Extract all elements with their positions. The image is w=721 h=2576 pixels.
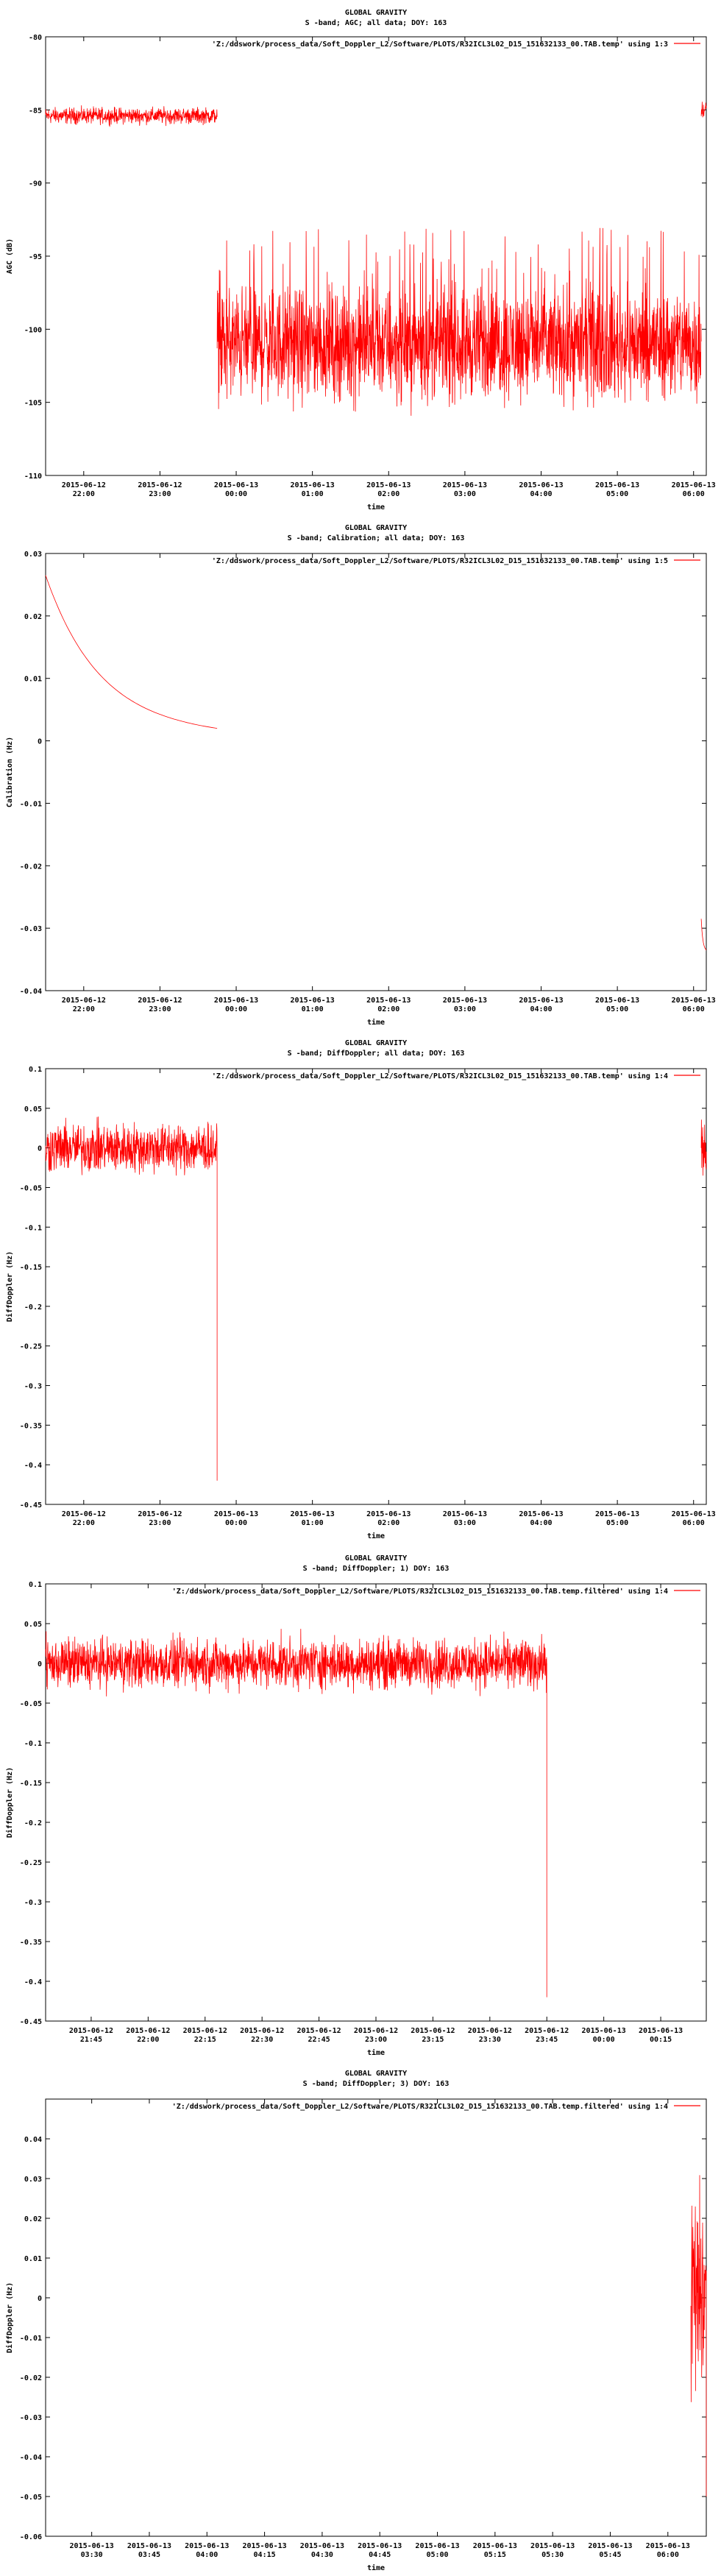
y-tick-label: 0.05 [24,1621,42,1629]
y-tick-label: -0.01 [19,800,42,809]
y-tick-label: -0.03 [19,925,42,934]
x-tick-label-time: 05:00 [606,490,629,498]
x-tick-label-date: 2015-06-13 [519,1510,564,1518]
x-tick-label-time: 00:00 [224,1519,248,1527]
y-tick-label: -0.05 [19,1184,42,1193]
y-tick-label: -0.45 [19,2018,42,2026]
chart-subtitle: S -band; DiffDoppler; 3) DOY: 163 [302,2080,450,2088]
x-tick-label-time: 22:00 [72,1519,95,1527]
y-tick-label: -0.02 [19,863,42,871]
x-tick-label-date: 2015-06-12 [68,2027,114,2035]
x-tick-label-date: 2015-06-13 [595,481,640,489]
x-tick-label-time: 22:45 [308,2036,330,2044]
x-tick-label-date: 2015-06-13 [366,1510,411,1518]
chart-subtitle: S -band; DiffDoppler; all data; DOY: 163 [287,1050,465,1058]
y-tick-label: -0.01 [19,2335,42,2343]
x-axis-label: time [366,2049,386,2057]
x-tick-label-date: 2015-06-13 [366,997,411,1005]
x-tick-label-time: 03:00 [453,1005,476,1013]
y-tick-label: 0.03 [24,2176,42,2184]
x-tick-label-time: 06:00 [656,2551,679,2559]
x-tick-label-date: 2015-06-13 [213,997,259,1005]
y-tick-label: -0.03 [19,2414,42,2422]
x-tick-label-date: 2015-06-13 [581,2027,626,2035]
y-tick-label: -95 [28,253,42,261]
y-tick-label: 0.05 [24,1105,42,1114]
x-tick-label-time: 01:00 [301,490,324,498]
x-tick-label-date: 2015-06-12 [138,481,182,489]
legend-entry: 'Z:/ddswork/process_data/Soft_Doppler_L2/Software/PLOTS/R32ICL3L02_D15_151632133_00.TAB.temp' using 1:5 [211,557,668,565]
x-tick-label-date: 2015-06-12 [138,997,182,1005]
x-tick-label-date: 2015-06-13 [442,1510,487,1518]
x-tick-label-time: 23:45 [536,2036,558,2044]
x-tick-label-date: 2015-06-12 [61,481,106,489]
chart-subtitle: S -band; AGC; all data; DOY: 163 [305,19,447,27]
x-tick-label-time: 00:00 [224,1005,248,1013]
x-tick-label-time: 04:45 [369,2551,391,2559]
x-tick-label-date: 2015-06-13 [638,2027,683,2035]
y-tick-label: 0.01 [24,2255,42,2263]
y-tick-label: 0.1 [28,1581,42,1589]
x-tick-label-date: 2015-06-13 [595,1510,640,1518]
x-tick-label-time: 00:00 [224,490,248,498]
x-tick-label-date: 2015-06-13 [290,1510,335,1518]
x-tick-label-date: 2015-06-13 [519,481,564,489]
x-tick-label-date: 2015-06-12 [61,997,106,1005]
series-trace-1 [46,1117,217,1481]
x-tick-label-time: 23:00 [149,1005,171,1013]
x-tick-label-time: 01:00 [301,1519,324,1527]
y-axis-label: DiffDoppler (Hz) [6,1766,14,1839]
series-trace-1 [691,2175,706,2497]
plot-frame [46,553,706,991]
chart-subtitle: S -band; DiffDoppler; 1) DOY: 163 [302,1565,450,1573]
y-tick-label: -0.35 [19,1422,42,1431]
x-tick-label-time: 22:00 [72,1005,95,1013]
x-tick-label-time: 00:00 [592,2036,615,2044]
x-tick-label-date: 2015-06-12 [467,2027,512,2035]
x-tick-label-date: 2015-06-13 [442,997,487,1005]
x-tick-label-date: 2015-06-13 [519,997,564,1005]
series-trace-2 [217,228,701,416]
x-tick-label-time: 04:00 [196,2551,219,2559]
y-tick-label: -0.25 [19,1342,42,1351]
series-trace-1 [46,1629,547,1998]
legend-entry: 'Z:/ddswork/process_data/Soft_Doppler_L2/Software/PLOTS/R32ICL3L02_D15_151632133_00.TAB.temp' using 1:4 [211,1072,668,1080]
x-tick-label-date: 2015-06-13 [299,2542,345,2550]
x-tick-label-time: 22:00 [137,2036,160,2044]
chart-panel-1 [6,9,716,512]
y-tick-label: -110 [24,473,42,481]
y-tick-label: 0 [37,2295,42,2303]
y-tick-label: -0.3 [24,1382,42,1391]
x-tick-label-time: 03:00 [453,490,476,498]
legend-entry: 'Z:/ddswork/process_data/Soft_Doppler_L2/Software/PLOTS/R32ICL3L02_D15_151632133_00.TAB.temp.filtered' using 1:4 [171,1588,668,1596]
x-tick-label-time: 03:45 [138,2551,161,2559]
y-tick-label: -0.2 [24,1819,42,1827]
x-tick-label-time: 04:15 [253,2551,276,2559]
x-tick-label-date: 2015-06-13 [242,2542,287,2550]
x-tick-label-time: 01:00 [301,1005,324,1013]
x-tick-label-time: 03:30 [80,2551,103,2559]
x-tick-label-time: 00:15 [650,2036,672,2044]
x-tick-label-time: 02:00 [377,490,400,498]
x-tick-label-date: 2015-06-13 [415,2542,460,2550]
y-tick-label: -0.04 [19,988,42,996]
x-tick-label-date: 2015-06-12 [525,2027,569,2035]
x-tick-label-time: 06:00 [682,490,705,498]
x-tick-label-time: 05:00 [426,2551,449,2559]
x-axis-label: time [366,503,386,512]
y-tick-label: -100 [24,326,42,335]
x-tick-label-time: 05:45 [599,2551,622,2559]
plot-frame [46,1069,706,1504]
y-tick-label: -0.45 [19,1501,42,1510]
y-tick-label: -0.15 [19,1780,42,1788]
x-tick-label-time: 21:45 [79,2036,102,2044]
x-tick-label-time: 06:00 [682,1005,705,1013]
x-tick-label-date: 2015-06-12 [61,1510,106,1518]
y-tick-label: -0.06 [19,2533,42,2541]
y-tick-label: -0.02 [19,2374,42,2382]
series-trace-2 [701,919,706,949]
y-tick-label: -0.05 [19,1700,42,1708]
y-axis-label: Calibration (Hz) [6,736,14,808]
x-axis-label: time [366,1019,386,1027]
series-trace-1 [46,105,217,127]
chart-title: GLOBAL GRAVITY [344,1039,408,1047]
y-tick-label: -0.1 [24,1224,42,1233]
x-tick-label-date: 2015-06-13 [185,2542,230,2550]
x-tick-label-date: 2015-06-13 [290,997,335,1005]
chart-title: GLOBAL GRAVITY [344,9,408,17]
x-tick-label-time: 23:15 [422,2036,444,2044]
x-tick-label-date: 2015-06-12 [411,2027,455,2035]
x-tick-label-date: 2015-06-13 [213,1510,259,1518]
y-tick-label: -105 [24,399,42,408]
x-tick-label-time: 23:30 [478,2036,501,2044]
x-tick-label-date: 2015-06-12 [240,2027,285,2035]
x-tick-label-date: 2015-06-13 [671,481,716,489]
chart-subtitle: S -band; Calibration; all data; DOY: 163 [287,534,465,542]
chart-panel-3 [5,1039,716,1540]
plot-frame [46,2099,706,2536]
x-tick-label-time: 05:15 [483,2551,506,2559]
y-tick-label: -0.4 [24,1978,42,1986]
x-tick-label-time: 02:00 [377,1005,400,1013]
y-tick-label: 0.03 [24,551,42,559]
y-tick-label: -0.04 [19,2454,42,2462]
x-tick-label-date: 2015-06-12 [182,2027,227,2035]
y-tick-label: -0.4 [24,1462,42,1471]
x-tick-label-time: 05:00 [606,1005,629,1013]
x-tick-label-date: 2015-06-12 [353,2027,399,2035]
x-axis-label: time [366,1532,386,1540]
x-tick-label-time: 04:00 [530,490,553,498]
x-tick-label-date: 2015-06-13 [530,2542,575,2550]
x-tick-label-time: 23:00 [149,490,171,498]
y-tick-label: -0.05 [19,2494,42,2502]
x-tick-label-date: 2015-06-13 [472,2542,517,2550]
chart-title: GLOBAL GRAVITY [344,1554,408,1563]
x-tick-label-date: 2015-06-13 [127,2542,172,2550]
x-tick-label-date: 2015-06-13 [671,1510,716,1518]
x-tick-label-time: 05:00 [606,1519,629,1527]
x-tick-label-date: 2015-06-13 [671,997,716,1005]
y-axis-label: DiffDoppler (Hz) [6,1250,14,1323]
y-axis-label: AGC (dB) [6,238,14,275]
y-tick-label: -0.3 [24,1899,42,1907]
x-tick-label-time: 23:00 [149,1519,171,1527]
x-tick-label-date: 2015-06-12 [126,2027,171,2035]
x-tick-label-date: 2015-06-13 [69,2542,114,2550]
x-tick-label-time: 22:15 [193,2036,216,2044]
y-tick-label: -0.35 [19,1939,42,1947]
chart-panel-2 [5,524,716,1027]
y-tick-label: -0.1 [24,1740,42,1748]
x-tick-label-time: 04:30 [310,2551,333,2559]
y-tick-label: -0.2 [24,1303,42,1312]
y-tick-label: 0.02 [24,612,42,621]
x-tick-label-date: 2015-06-13 [366,481,411,489]
x-tick-label-date: 2015-06-13 [290,481,335,489]
x-tick-label-date: 2015-06-13 [588,2542,633,2550]
series-trace-2 [701,1119,706,1175]
y-tick-label: -85 [28,107,42,116]
x-tick-label-date: 2015-06-13 [213,481,259,489]
y-tick-label: 0.02 [24,2215,42,2223]
x-axis-label: time [366,2564,386,2572]
chart-panel-5 [5,2070,706,2572]
legend-entry: 'Z:/ddswork/process_data/Soft_Doppler_L2/Software/PLOTS/R32ICL3L02_D15_151632133_00.TAB.temp.filtered' using 1:4 [171,2103,668,2111]
x-tick-label-date: 2015-06-12 [296,2027,341,2035]
y-tick-label: 0.1 [28,1066,42,1074]
plot-frame [46,1584,706,2021]
x-tick-label-time: 05:30 [541,2551,564,2559]
x-tick-label-time: 22:00 [72,490,95,498]
y-tick-label: -80 [28,34,42,42]
series-trace-1 [46,576,217,729]
x-tick-label-time: 23:00 [364,2036,388,2044]
y-axis-label: DiffDoppler (Hz) [6,2282,14,2354]
y-tick-label: 0.04 [24,2136,42,2144]
y-tick-label: -0.15 [19,1264,42,1273]
y-tick-label: 0 [37,1144,42,1153]
x-tick-label-date: 2015-06-12 [138,1510,182,1518]
x-tick-label-date: 2015-06-13 [595,997,640,1005]
chart-panel-4 [5,1554,706,2057]
series-trace-3 [701,102,706,117]
x-tick-label-time: 06:00 [682,1519,705,1527]
y-tick-label: 0 [37,1660,42,1669]
x-tick-label-date: 2015-06-13 [358,2542,402,2550]
x-tick-label-time: 04:00 [530,1519,553,1527]
x-tick-label-time: 03:00 [453,1519,476,1527]
x-tick-label-time: 22:30 [251,2036,274,2044]
x-tick-label-date: 2015-06-13 [645,2542,690,2550]
x-tick-label-time: 02:00 [377,1519,400,1527]
x-tick-label-time: 04:00 [530,1005,553,1013]
y-tick-label: -90 [28,180,42,188]
y-tick-label: 0 [37,737,42,746]
legend-entry: 'Z:/ddswork/process_data/Soft_Doppler_L2/Software/PLOTS/R32ICL3L02_D15_151632133_00.TAB.temp' using 1:3 [211,40,668,49]
x-tick-label-date: 2015-06-13 [442,481,487,489]
chart-title: GLOBAL GRAVITY [344,2070,408,2078]
y-tick-label: 0.01 [24,675,42,684]
chart-title: GLOBAL GRAVITY [344,524,408,532]
y-tick-label: -0.25 [19,1859,42,1867]
